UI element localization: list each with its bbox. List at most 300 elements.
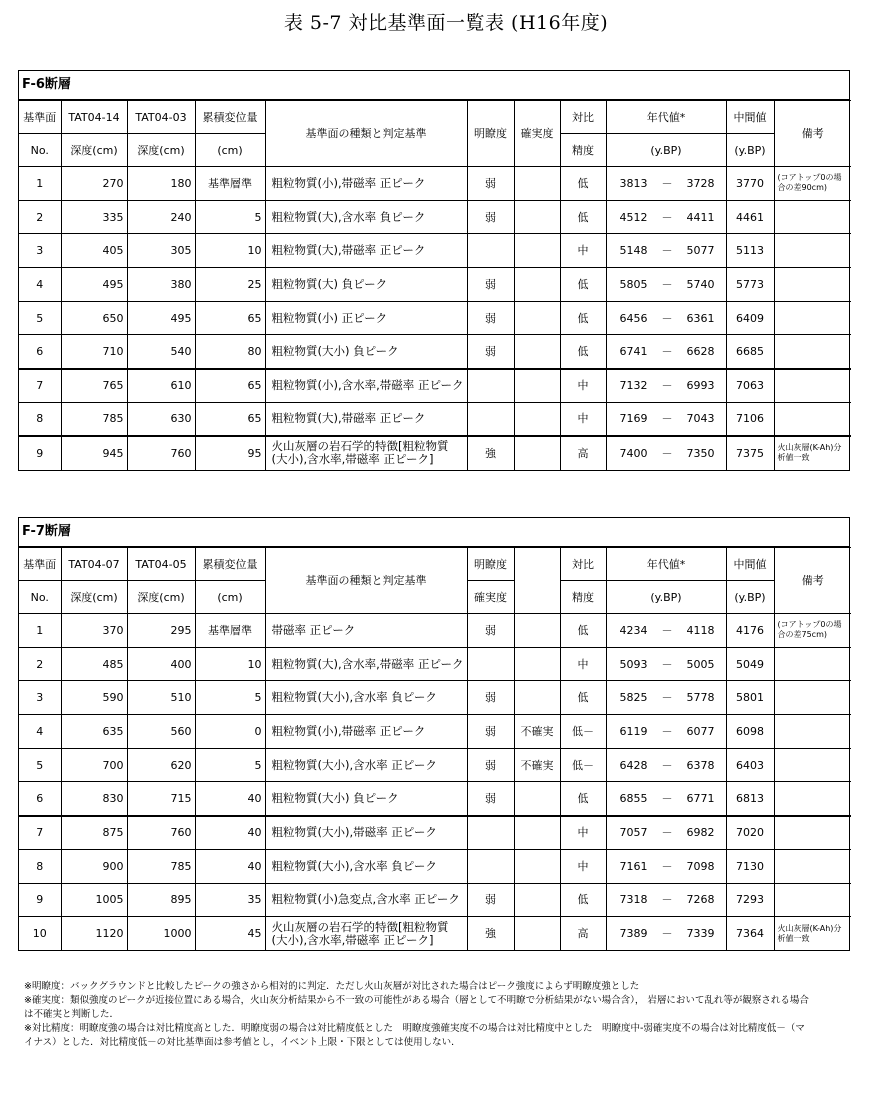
age-older: 6119 (619, 724, 648, 738)
depth1: 785 (61, 402, 127, 436)
head-remarks: 備考 (774, 101, 851, 167)
remarks (774, 782, 851, 816)
depth2: 510 (127, 681, 195, 715)
depth1: 875 (61, 816, 127, 850)
mid-age: 6403 (726, 748, 774, 782)
table-row (19, 883, 851, 917)
depth2: 1000 (127, 917, 195, 951)
criteria: 粗粒物質(大小),帯磁率 正ピーク (265, 816, 467, 850)
age-range (606, 402, 726, 436)
level-no: 4 (19, 268, 61, 302)
age-range (606, 614, 726, 648)
certainty (514, 647, 560, 681)
certainty (514, 816, 560, 850)
clarity (467, 234, 514, 268)
section-title: F-7断層 (19, 518, 849, 547)
remarks: 火山灰層(K-Ah)分析値一致 (774, 917, 851, 951)
level-no: 2 (19, 647, 61, 681)
depth1: 650 (61, 301, 127, 335)
cum-displacement: 40 (195, 849, 265, 883)
criteria: 火山灰層の岩石学的特徴[粗粒物質(大小),含水率,帯磁率 正ピーク] (265, 917, 467, 951)
age-younger: 6361 (686, 311, 715, 325)
reference-table (19, 547, 851, 950)
head-cum-sub: (cm) (195, 581, 265, 614)
precision: 低 (560, 301, 606, 335)
criteria: 粗粒物質(大),帯磁率 正ピーク (265, 234, 467, 268)
precision: 中 (560, 816, 606, 850)
cum-displacement: 65 (195, 402, 265, 436)
table-row (19, 715, 851, 749)
age-dash: － (661, 657, 673, 671)
age-dash: － (661, 826, 673, 840)
age-older: 6428 (619, 758, 648, 772)
head-blank (514, 548, 560, 614)
age-younger: 6982 (686, 826, 715, 840)
remarks (774, 647, 851, 681)
age-dash: － (661, 277, 673, 291)
mid-age: 6813 (726, 782, 774, 816)
table-row (19, 167, 851, 201)
age-younger: 5077 (686, 244, 715, 258)
age-range (606, 681, 726, 715)
precision: 低 (560, 167, 606, 201)
age-range (606, 849, 726, 883)
criteria: 粗粒物質(大小),含水率 負ピーク (265, 849, 467, 883)
mid-age: 7130 (726, 849, 774, 883)
mid-age: 7020 (726, 816, 774, 850)
cum-displacement: 10 (195, 234, 265, 268)
clarity: 強 (467, 917, 514, 951)
age-dash: － (661, 412, 673, 426)
depth1: 830 (61, 782, 127, 816)
criteria: 粗粒物質(大),帯磁率 正ピーク (265, 402, 467, 436)
certainty (514, 849, 560, 883)
precision: 低 (560, 782, 606, 816)
criteria: 粗粒物質(大),含水率,帯磁率 正ピーク (265, 647, 467, 681)
precision: 低 (560, 200, 606, 234)
table-row (19, 917, 851, 951)
depth2: 560 (127, 715, 195, 749)
precision: 高 (560, 917, 606, 951)
level-no: 6 (19, 335, 61, 369)
age-dash: － (661, 244, 673, 258)
depth2: 180 (127, 167, 195, 201)
table-row (19, 200, 851, 234)
table-row (19, 681, 851, 715)
cum-displacement: 40 (195, 782, 265, 816)
mid-age: 5049 (726, 647, 774, 681)
precision: 低 (560, 335, 606, 369)
depth1: 405 (61, 234, 127, 268)
age-dash: － (661, 724, 673, 738)
clarity: 弱 (467, 268, 514, 302)
age-older: 7057 (619, 826, 648, 840)
age-range (606, 234, 726, 268)
clarity: 弱 (467, 301, 514, 335)
mid-age: 6409 (726, 301, 774, 335)
clarity: 弱 (467, 681, 514, 715)
remarks (774, 335, 851, 369)
mid-age: 4461 (726, 200, 774, 234)
age-range (606, 200, 726, 234)
certainty (514, 167, 560, 201)
precision: 中 (560, 369, 606, 403)
age-dash: － (661, 859, 673, 873)
cum-displacement: 95 (195, 436, 265, 470)
precision: 低 (560, 883, 606, 917)
table-row (19, 614, 851, 648)
certainty (514, 301, 560, 335)
clarity (467, 402, 514, 436)
cum-displacement: 10 (195, 647, 265, 681)
age-older: 7389 (619, 927, 648, 941)
level-no: 1 (19, 614, 61, 648)
footnote-line: ※明瞭度：バックグラウンドと比較したピークの強さから相対的に判定．ただし火山灰層が対比された場合はピーク強度によらず明瞭度強とした (24, 981, 640, 992)
remarks (774, 849, 851, 883)
head-age-sub: (y.BP) (606, 581, 726, 614)
remarks: (コアトップ0の場合の差75cm) (774, 614, 851, 648)
depth1: 485 (61, 647, 127, 681)
head-age-sub: (y.BP) (606, 134, 726, 167)
remarks (774, 402, 851, 436)
head-certainty: 確実度 (467, 581, 514, 614)
footnotes (24, 980, 874, 1050)
clarity: 弱 (467, 335, 514, 369)
head-clarity: 明瞭度 (467, 548, 514, 581)
mid-age: 6685 (726, 335, 774, 369)
certainty (514, 436, 560, 470)
depth2: 760 (127, 436, 195, 470)
precision: 中 (560, 234, 606, 268)
age-range (606, 715, 726, 749)
head-cum: 累積変位量 (195, 548, 265, 581)
age-range (606, 782, 726, 816)
certainty (514, 335, 560, 369)
depth2: 240 (127, 200, 195, 234)
certainty (514, 681, 560, 715)
table-body (19, 614, 851, 951)
age-dash: － (661, 758, 673, 772)
level-no: 9 (19, 436, 61, 470)
level-no: 7 (19, 369, 61, 403)
age-dash: － (661, 311, 673, 325)
certainty (514, 402, 560, 436)
head-mid: 中間値 (726, 101, 774, 134)
head-precision-sub: 精度 (560, 134, 606, 167)
age-older: 6456 (619, 311, 648, 325)
level-no: 5 (19, 748, 61, 782)
criteria: 粗粒物質(大) 負ピーク (265, 268, 467, 302)
head-level-sub: No. (19, 134, 61, 167)
head-mid: 中間値 (726, 548, 774, 581)
head-level: 基準面 (19, 101, 61, 134)
head-depth2-sub: 深度(cm) (127, 581, 195, 614)
mid-age: 7375 (726, 436, 774, 470)
cum-displacement: 5 (195, 200, 265, 234)
depth2: 495 (127, 301, 195, 335)
head-precision: 対比 (560, 101, 606, 134)
table-f6 (18, 70, 850, 471)
depth1: 945 (61, 436, 127, 470)
clarity (467, 647, 514, 681)
head-cum: 累積変位量 (195, 101, 265, 134)
head-precision: 対比 (560, 548, 606, 581)
table-row (19, 402, 851, 436)
footnote-line: ※対比精度：明瞭度強の場合は対比精度高とした．明瞭度弱の場合は対比精度低とした 明瞭度強確実度不の場合は対比精度中とした 明瞭度中-弱確実度不の場合は対比精度低－（マ (24, 1023, 805, 1034)
precision: 高 (560, 436, 606, 470)
precision: 中 (560, 402, 606, 436)
table-row (19, 782, 851, 816)
age-dash: － (661, 379, 673, 393)
depth2: 895 (127, 883, 195, 917)
criteria: 粗粒物質(大),含水率 負ピーク (265, 200, 467, 234)
depth2: 630 (127, 402, 195, 436)
table-body (19, 167, 851, 470)
head-clarity: 明瞭度 (467, 101, 514, 167)
depth2: 620 (127, 748, 195, 782)
level-no: 4 (19, 715, 61, 749)
remarks (774, 268, 851, 302)
head-age: 年代値* (606, 548, 726, 581)
age-range (606, 917, 726, 951)
level-no: 2 (19, 200, 61, 234)
clarity: 弱 (467, 200, 514, 234)
depth1: 270 (61, 167, 127, 201)
remarks: 火山灰層(K-Ah)分析値一致 (774, 436, 851, 470)
depth1: 1005 (61, 883, 127, 917)
depth2: 760 (127, 816, 195, 850)
head-criteria: 基準面の種類と判定基準 (265, 101, 467, 167)
head-precision-sub: 精度 (560, 581, 606, 614)
depth1: 700 (61, 748, 127, 782)
precision: 低 (560, 268, 606, 302)
cum-displacement: 65 (195, 301, 265, 335)
age-range (606, 748, 726, 782)
head-depth1-sub: 深度(cm) (61, 581, 127, 614)
level-no: 5 (19, 301, 61, 335)
age-older: 7318 (619, 893, 648, 907)
cum-displacement: 40 (195, 816, 265, 850)
age-dash: － (661, 176, 673, 190)
head-criteria: 基準面の種類と判定基準 (265, 548, 467, 614)
age-younger: 3728 (686, 176, 715, 190)
head-mid-sub: (y.BP) (726, 581, 774, 614)
table-row (19, 369, 851, 403)
certainty (514, 917, 560, 951)
certainty (514, 369, 560, 403)
criteria: 粗粒物質(小)急変点,含水率 正ピーク (265, 883, 467, 917)
depth2: 380 (127, 268, 195, 302)
mid-age: 6098 (726, 715, 774, 749)
age-younger: 5778 (686, 691, 715, 705)
age-older: 7169 (619, 412, 648, 426)
level-no: 3 (19, 234, 61, 268)
head-depth1: TAT04-07 (61, 548, 127, 581)
age-younger: 6771 (686, 792, 715, 806)
age-dash: － (661, 345, 673, 359)
precision: 低－ (560, 748, 606, 782)
head-depth2: TAT04-05 (127, 548, 195, 581)
clarity (467, 369, 514, 403)
head-depth1-sub: 深度(cm) (61, 134, 127, 167)
age-younger: 6378 (686, 758, 715, 772)
certainty: 不確実 (514, 748, 560, 782)
criteria: 粗粒物質(大小),含水率 正ピーク (265, 748, 467, 782)
age-older: 5825 (619, 691, 648, 705)
cum-displacement: 45 (195, 917, 265, 951)
remarks (774, 301, 851, 335)
age-range (606, 883, 726, 917)
footnote-line: イナス）とした．対比精度低－の対比基準面は参考値とし，イベント上限・下限としては使用しない． (24, 1037, 461, 1048)
remarks (774, 369, 851, 403)
cum-displacement: 65 (195, 369, 265, 403)
mid-age: 7364 (726, 917, 774, 951)
depth2: 305 (127, 234, 195, 268)
depth2: 785 (127, 849, 195, 883)
depth1: 900 (61, 849, 127, 883)
head-level: 基準面 (19, 548, 61, 581)
cum-displacement: 35 (195, 883, 265, 917)
depth1: 1120 (61, 917, 127, 951)
table-row (19, 301, 851, 335)
level-no: 8 (19, 849, 61, 883)
certainty (514, 268, 560, 302)
age-older: 4512 (619, 210, 648, 224)
depth2: 540 (127, 335, 195, 369)
reference-table (19, 100, 851, 470)
criteria: 粗粒物質(小) 正ピーク (265, 301, 467, 335)
mid-age: 5773 (726, 268, 774, 302)
mid-age: 4176 (726, 614, 774, 648)
precision: 低 (560, 614, 606, 648)
clarity: 弱 (467, 715, 514, 749)
clarity (467, 816, 514, 850)
head-mid-sub: (y.BP) (726, 134, 774, 167)
age-older: 6855 (619, 792, 648, 806)
age-younger: 7268 (686, 893, 715, 907)
mid-age: 7293 (726, 883, 774, 917)
mid-age: 3770 (726, 167, 774, 201)
certainty (514, 883, 560, 917)
level-no: 6 (19, 782, 61, 816)
age-younger: 7339 (686, 927, 715, 941)
remarks (774, 748, 851, 782)
age-younger: 7043 (686, 412, 715, 426)
age-older: 5805 (619, 277, 648, 291)
age-younger: 5005 (686, 657, 715, 671)
age-range (606, 268, 726, 302)
table-row (19, 647, 851, 681)
level-no: 7 (19, 816, 61, 850)
table-f7 (18, 517, 850, 951)
depth2: 400 (127, 647, 195, 681)
mid-age: 5113 (726, 234, 774, 268)
age-younger: 6077 (686, 724, 715, 738)
table-row (19, 748, 851, 782)
age-younger: 7098 (686, 859, 715, 873)
certainty (514, 614, 560, 648)
mid-age: 5801 (726, 681, 774, 715)
age-range (606, 647, 726, 681)
table-row (19, 436, 851, 470)
remarks: (コアトップ0の場合の差90cm) (774, 167, 851, 201)
mid-age: 7063 (726, 369, 774, 403)
age-dash: － (661, 691, 673, 705)
age-younger: 6993 (686, 379, 715, 393)
footnote-line: ※確実度：類似強度のピークが近接位置にある場合，火山灰分析結果から不一致の可能性がある場合（層として不明瞭で分析結果がない場合含）， 岩層において乱れ等が観察される場合 (24, 995, 809, 1006)
age-range (606, 301, 726, 335)
level-no: 9 (19, 883, 61, 917)
clarity: 弱 (467, 782, 514, 816)
age-older: 5148 (619, 244, 648, 258)
criteria: 粗粒物質(大小),含水率 負ピーク (265, 681, 467, 715)
footnote-line: は不確実と判断した． (24, 1009, 120, 1020)
table-row (19, 849, 851, 883)
cum-displacement: 0 (195, 715, 265, 749)
depth2: 295 (127, 614, 195, 648)
cum-displacement: 基準層準 (195, 167, 265, 201)
head-age: 年代値* (606, 101, 726, 134)
remarks (774, 816, 851, 850)
age-dash: － (661, 623, 673, 637)
cum-displacement: 80 (195, 335, 265, 369)
certainty (514, 200, 560, 234)
criteria: 粗粒物質(大小) 負ピーク (265, 335, 467, 369)
precision: 中 (560, 647, 606, 681)
level-no: 1 (19, 167, 61, 201)
age-older: 6741 (619, 345, 648, 359)
depth1: 370 (61, 614, 127, 648)
head-remarks: 備考 (774, 548, 851, 614)
remarks (774, 681, 851, 715)
depth1: 710 (61, 335, 127, 369)
criteria: 粗粒物質(小),帯磁率 正ピーク (265, 167, 467, 201)
cum-displacement: 5 (195, 748, 265, 782)
level-no: 8 (19, 402, 61, 436)
clarity: 弱 (467, 748, 514, 782)
criteria: 火山灰層の岩石学的特徴[粗粒物質(大小),含水率,帯磁率 正ピーク] (265, 436, 467, 470)
cum-displacement: 基準層準 (195, 614, 265, 648)
table-row (19, 234, 851, 268)
criteria: 粗粒物質(大小) 負ピーク (265, 782, 467, 816)
level-no: 10 (19, 917, 61, 951)
certainty (514, 234, 560, 268)
age-range (606, 369, 726, 403)
clarity (467, 849, 514, 883)
head-certainty: 確実度 (514, 101, 560, 167)
clarity: 弱 (467, 167, 514, 201)
age-range (606, 167, 726, 201)
table-row (19, 268, 851, 302)
head-cum-sub: (cm) (195, 134, 265, 167)
depth1: 765 (61, 369, 127, 403)
age-dash: － (661, 446, 673, 460)
head-depth2: TAT04-03 (127, 101, 195, 134)
age-dash: － (661, 893, 673, 907)
clarity: 弱 (467, 614, 514, 648)
age-older: 5093 (619, 657, 648, 671)
certainty (514, 782, 560, 816)
page-title: 表 5-7 対比基準面一覧表 (H16年度) (283, 12, 609, 34)
criteria: 粗粒物質(小),含水率,帯磁率 正ピーク (265, 369, 467, 403)
level-no: 3 (19, 681, 61, 715)
age-younger: 7350 (686, 446, 715, 460)
age-younger: 5740 (686, 277, 715, 291)
criteria: 帯磁率 正ピーク (265, 614, 467, 648)
age-older: 7400 (619, 446, 648, 460)
age-older: 7161 (619, 859, 648, 873)
age-younger: 4411 (686, 210, 715, 224)
